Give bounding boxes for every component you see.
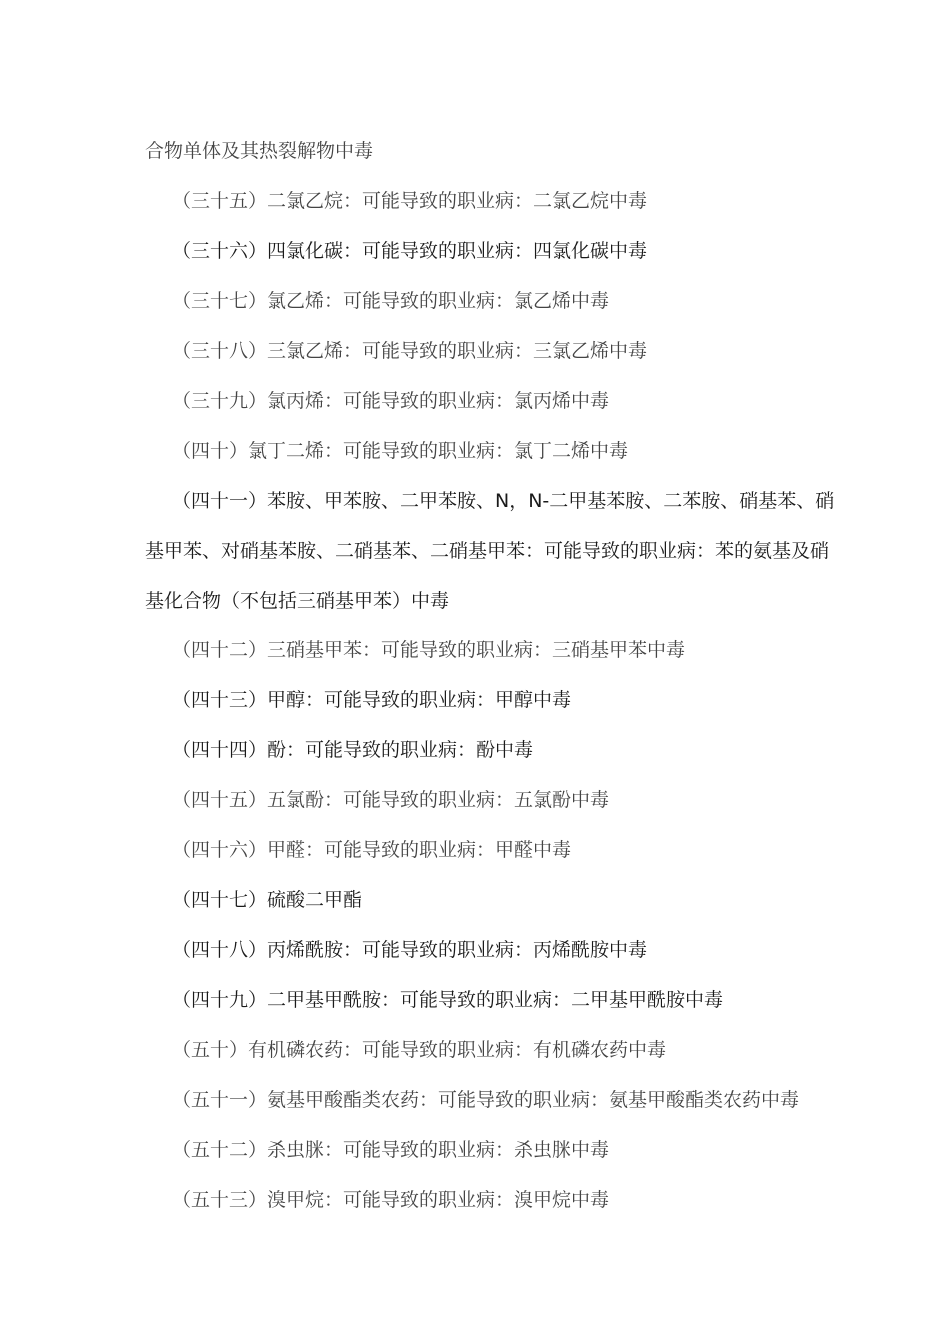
paragraph-item-53: （五十三）溴甲烷：可能导致的职业病：溴甲烷中毒: [172, 1189, 610, 1211]
paragraph-item-43: （四十三）甲醇：可能导致的职业病：甲醇中毒: [172, 689, 572, 711]
paragraph-item-48: （四十八）丙烯酰胺：可能导致的职业病：丙烯酰胺中毒: [172, 939, 648, 961]
paragraph-item-42: （四十二）三硝基甲苯：可能导致的职业病：三硝基甲苯中毒: [172, 639, 686, 661]
paragraph-continuation: 合物单体及其热裂解物中毒: [145, 140, 374, 162]
paragraph-item-40: （四十）氯丁二烯：可能导致的职业病：氯丁二烯中毒: [172, 440, 629, 462]
paragraph-item-41: （四十一）苯胺、甲苯胺、二甲苯胺、N，N-二甲基苯胺、二苯胺、硝基苯、硝基甲苯、对硝基苯胺、二硝基苯、二硝基甲苯：可能导致的职业病：苯的氨基及硝基化合物（不包括三硝基甲苯）中毒: [145, 490, 835, 612]
paragraph-item-50: （五十）有机磷农药：可能导致的职业病：有机磷农药中毒: [172, 1039, 667, 1061]
paragraph-item-39: （三十九）氯丙烯：可能导致的职业病：氯丙烯中毒: [172, 390, 610, 412]
paragraph-item-47: （四十七）硫酸二甲酯: [172, 889, 363, 911]
paragraph-item-36: （三十六）四氯化碳：可能导致的职业病：四氯化碳中毒: [172, 240, 648, 262]
paragraph-item-37: （三十七）氯乙烯：可能导致的职业病：氯乙烯中毒: [172, 290, 610, 312]
paragraph-item-38: （三十八）三氯乙烯：可能导致的职业病：三氯乙烯中毒: [172, 340, 648, 362]
paragraph-item-44: （四十四）酚：可能导致的职业病：酚中毒: [172, 739, 534, 761]
paragraph-item-46: （四十六）甲醛：可能导致的职业病：甲醛中毒: [172, 839, 572, 861]
paragraph-item-51: （五十一）氨基甲酸酯类农药：可能导致的职业病：氨基甲酸酯类农药中毒: [172, 1089, 800, 1111]
paragraph-item-45: （四十五）五氯酚：可能导致的职业病：五氯酚中毒: [172, 789, 610, 811]
paragraph-item-52: （五十二）杀虫脒：可能导致的职业病：杀虫脒中毒: [172, 1139, 610, 1161]
paragraph-item-35: （三十五）二氯乙烷：可能导致的职业病：二氯乙烷中毒: [172, 190, 648, 212]
paragraph-item-49: （四十九）二甲基甲酰胺：可能导致的职业病：二甲基甲酰胺中毒: [172, 989, 724, 1011]
